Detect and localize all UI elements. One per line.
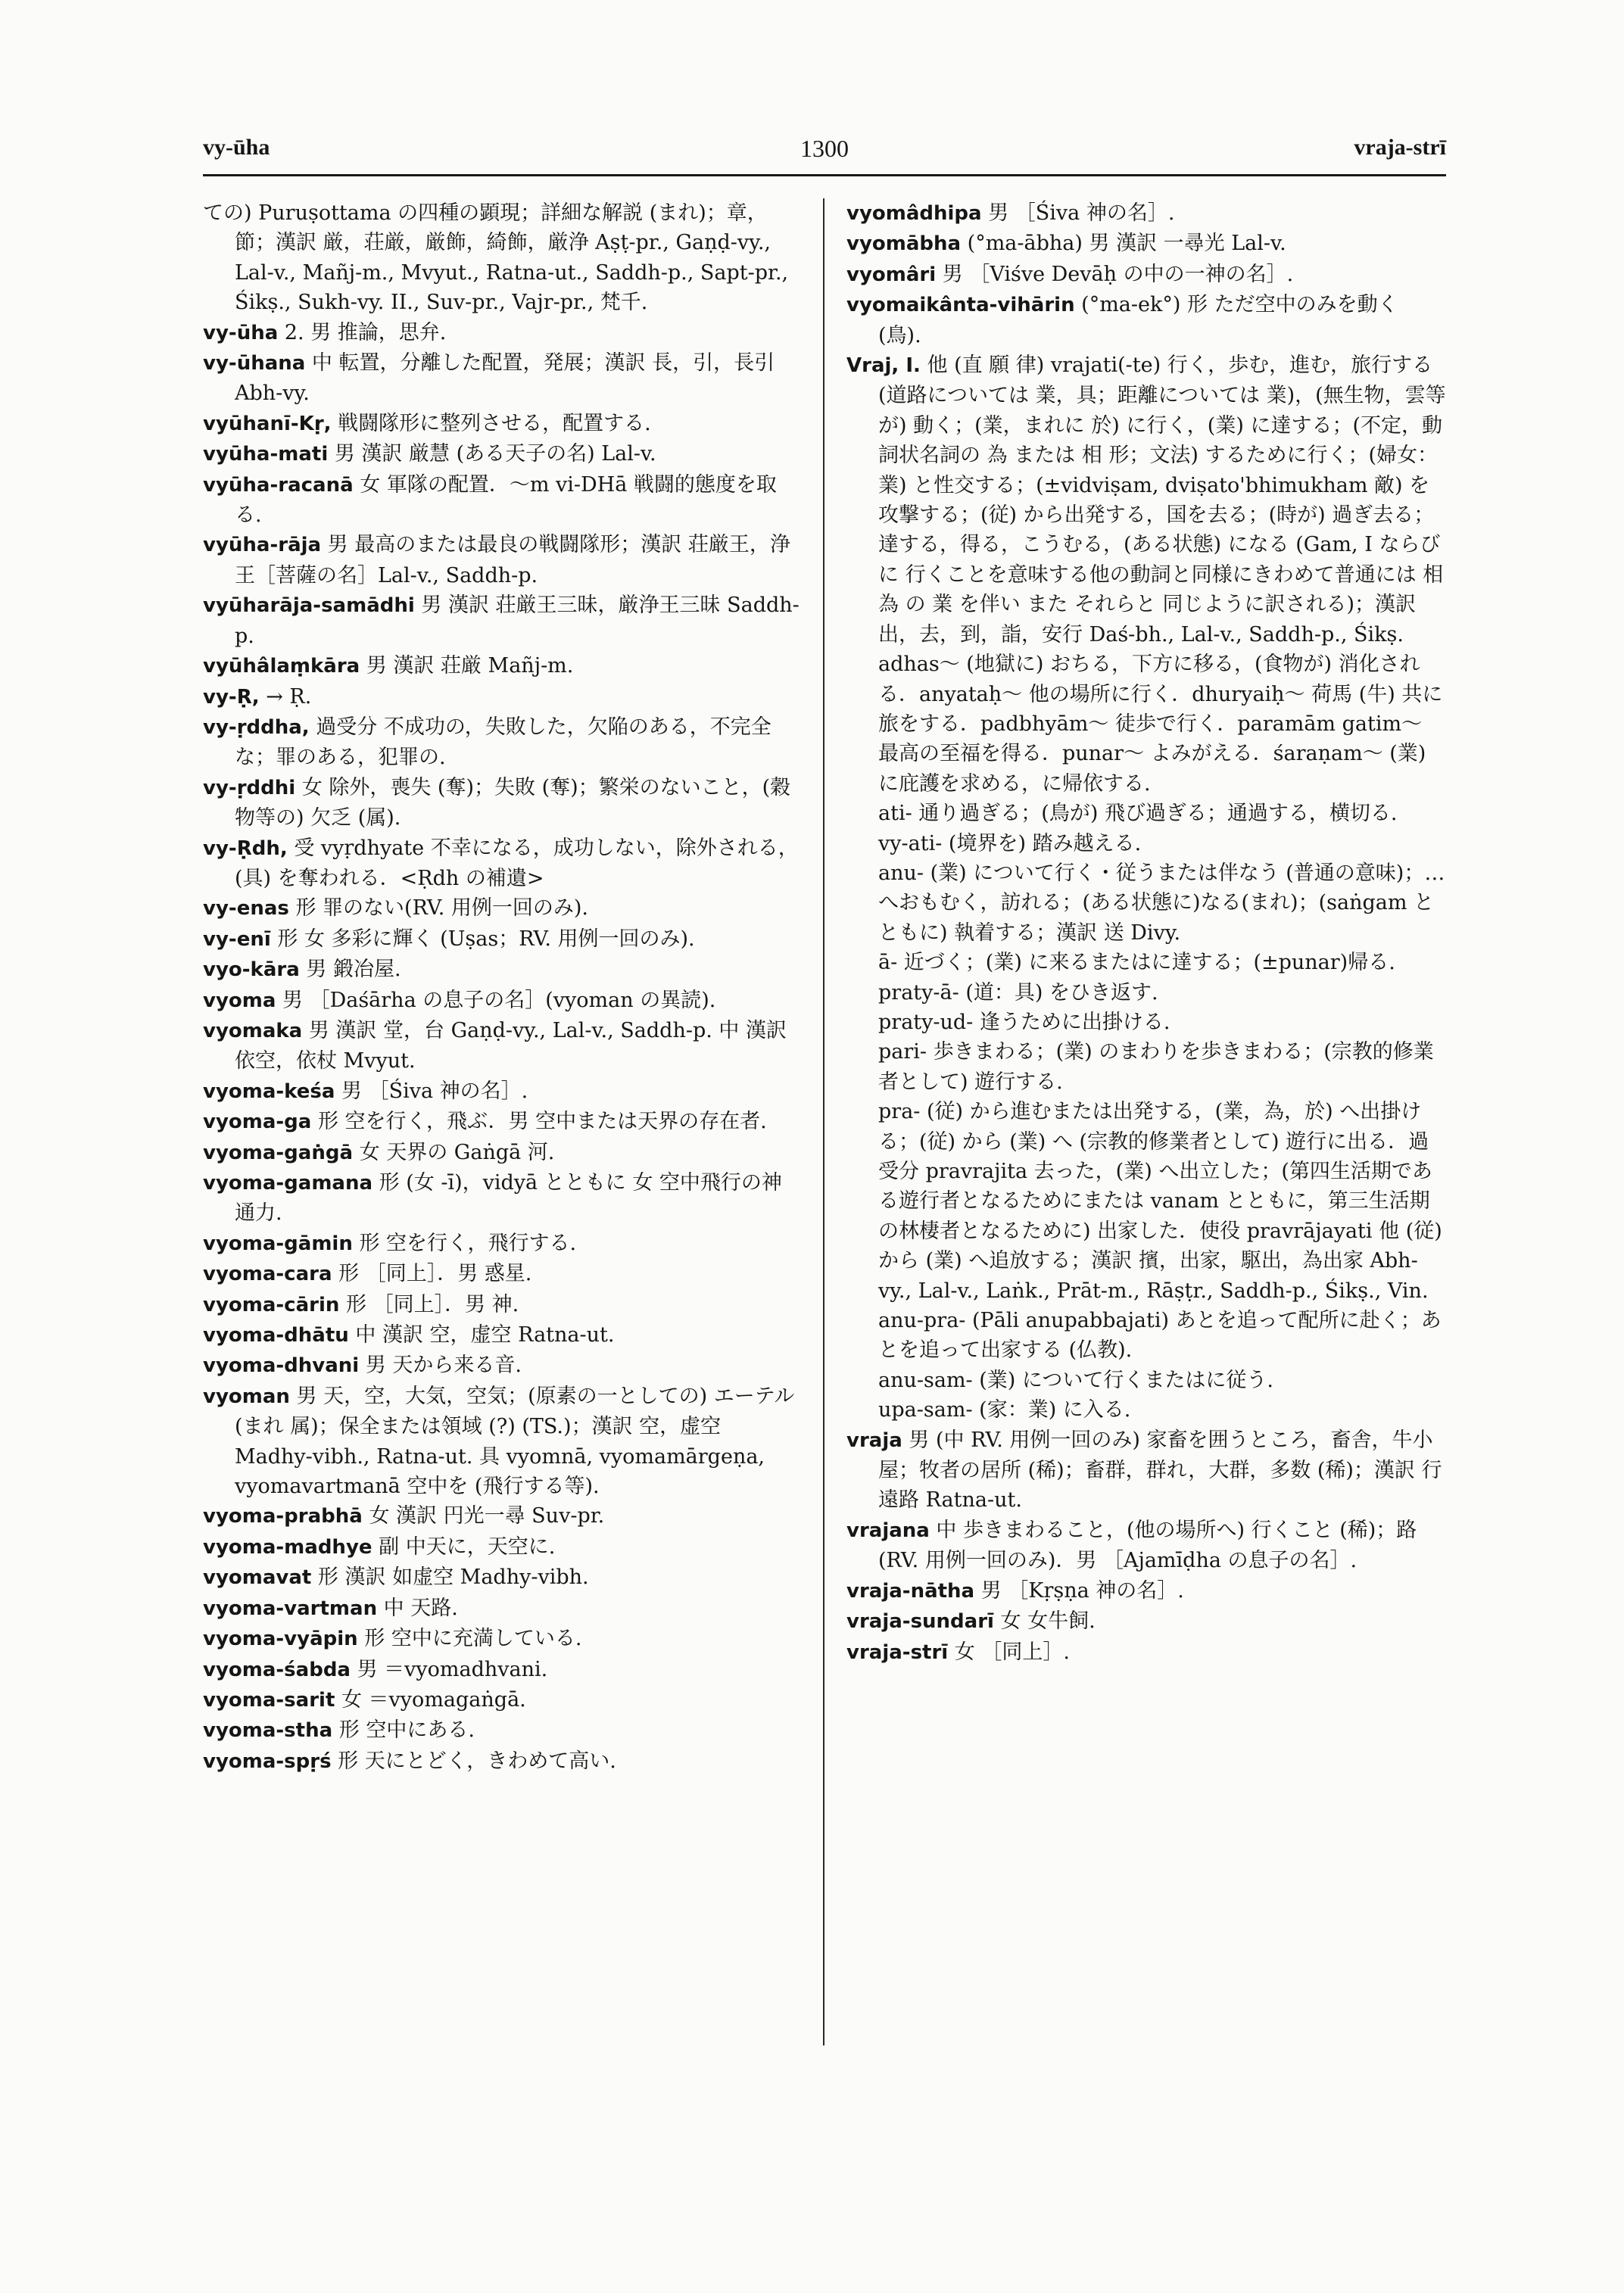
sub-entry: [846, 1097, 1446, 1306]
definition: 女 ＝vyomagaṅgā.: [341, 1687, 526, 1712]
definition: 男 漢訳 堂，台 Gaṇḍ-vy., Lal-v., Saddh-p. 中 漢訳 依空，依杖 Mvyut.: [235, 1018, 787, 1073]
dictionary-entry: [203, 986, 801, 1016]
definition: 中 転置，分離した配置，発展；漢訳 長，引，長引 Abh-vy.: [235, 351, 775, 406]
running-head: [203, 135, 1446, 177]
headword: vy-ūha: [203, 321, 279, 344]
definition: anu-sam- (業) について行くまたはに従う.: [878, 1368, 1273, 1392]
definition: 女 漢訳 円光一尋 Suv-pr.: [369, 1504, 605, 1528]
dictionary-entry: [203, 1168, 801, 1229]
sub-entry: [846, 799, 1446, 828]
headword: vyūhanī-Kṛ,: [203, 412, 332, 435]
sub-entry: [846, 858, 1446, 948]
dictionary-entry: [203, 409, 801, 439]
dictionary-entry: [203, 1259, 801, 1289]
definition: 女 天界の Gaṅgā 河.: [359, 1140, 555, 1164]
definition: 男 天，空，大気，空気；(原素の一としての) エーテル (まれ 属)；保全または領域 (?) (TS.)；漢訳 空，虚空 Madhy-vibh., Ratna-ut. 具 vyomnā, vyomamārgeṇa, vyomavartmanā 空中を (飛行する等).: [235, 1384, 795, 1499]
definition: 形 天にとどく，きわめて高い.: [338, 1749, 616, 1773]
headword: vyoma-cārin: [203, 1293, 340, 1316]
headword: vyomābha: [846, 232, 962, 256]
dictionary-entry: [846, 1606, 1446, 1637]
dictionary-entry: [203, 1746, 801, 1777]
headword: vyoma-śabda: [203, 1658, 351, 1681]
definition: 他 (直 願 律) vrajati(-te) 行く，歩む，進む，旅行する(道路については 業，具；距離については 業)，(無生物，雲等が) 動く；(業，まれに 於) に行く，(業) に達する；(不定，動詞状名詞の 為 または 相 形；文法) するために行く；(婦女：業) と性交する；(±vidviṣam, dviṣato'bhimukham 敵) を攻撃する；(従) から出発する，国を去る；(時が) 過ぎ去る；達する，得る，こうむる，(ある状態) になる (Gam, I ならびに 行くことを意味する他の動詞と同様にきわめて普通には 相 為 の 業 を伴い また それらと 同じように訳される)；漢訳 出，去，到，詣，安行 Daś-bh., Lal-v., Saddh-p., Śikṣ. adhas～ (地獄に) おちる，下方に移る，(食物が) 消化される．anyataḥ～ 他の場所に行く．dhuryaiḥ～ 荷馬 (牛) 共に旅をする．padbhyām～ 徒歩で行く．paramām gatim～ 最高の至福を得る．punar～ よみがえる．śaraṇam～ (業) に庇護を求める，に帰依する.: [878, 354, 1446, 796]
definition: pra- (従) から進むまたは出発する，(業，為，於) へ出掛ける；(従) から (業) へ (宗教的修業者として) 遊行に出る．過受分 pravrajita 去った，(業) へ出立した；(第四生活期である遊行者となるためにまたは vanam とともに，第三生活期の林棲者となるために) 出家した．使役 pravrājayati 他 (従) から (業) へ追放する；漢訳 擯，出家，駆出，為出家 Abh-vy., Lal-v., Laṅk., Prāt-m., Rāṣṭr., Saddh-p., Śikṣ., Vin.: [878, 1100, 1442, 1303]
headword: vyoma-keśa: [203, 1080, 335, 1103]
dictionary-entry: [203, 1624, 801, 1654]
definition: 形 空中に充満している.: [364, 1627, 582, 1651]
dictionary-entry: [203, 1382, 801, 1502]
dictionary-entry: [203, 924, 801, 955]
definition: anu- (業) について行く・従うまたは伴なう (普通の意味)；…へおもむく，訪れる；(ある状態に)なる(まれ)；(saṅgam とともに) 執着する；漢訳 送 Divy.: [878, 861, 1445, 945]
definition: anu-pra- (Pāli anupabbajati) あとを追って配所に赴く；あとを追って出家する (仏教).: [878, 1309, 1442, 1363]
dictionary-entry: [846, 350, 1446, 799]
definition: 男 鍛冶屋.: [306, 958, 401, 982]
definition: 男 漢訳 荘厳 Mañj-m.: [366, 654, 574, 678]
dictionary-entry: [203, 651, 801, 681]
definition: 形 (女 -ī)，vidyā とともに 女 空中飛行の神通力.: [235, 1171, 782, 1226]
definition: 男 ＝vyomadhvani.: [357, 1657, 548, 1681]
dictionary-entry: [846, 229, 1446, 259]
page-number: 1300: [800, 135, 849, 162]
definition: pari- 歩きまわる；(業) のまわりを歩きまわる；(宗教的修業者として) 遊行する.: [878, 1040, 1434, 1094]
headword: vyoma-gaṅgā: [203, 1141, 354, 1164]
sub-entry: [846, 1008, 1446, 1037]
dictionary-entry: [203, 833, 801, 894]
dictionary-entry: [203, 773, 801, 833]
definition: 中 天路.: [383, 1596, 458, 1620]
dictionary-entry: [203, 893, 801, 924]
dictionary-entry: [203, 1685, 801, 1715]
headword: vyoma-gāmin: [203, 1232, 353, 1255]
headword: vyomâri: [846, 263, 937, 286]
definition: praty-ud- 逢うために出掛ける.: [878, 1010, 1170, 1034]
dictionary-entry: [203, 1290, 801, 1320]
definition: 形 罪のない(RV. 用例一回のみ).: [295, 896, 588, 921]
headword: vyūha-rāja: [203, 534, 322, 557]
definition: 男 天から来る音.: [365, 1354, 522, 1378]
definition: 中 歩きまわること，(他の場所へ) 行くこと (稀)；路 (RV. 用例一回のみ)．男 ［Ajamīḍha の息子の名］.: [878, 1518, 1417, 1573]
definition: vy-ati- (境界を) 踏み越える.: [878, 831, 1142, 855]
definition: ā- 近づく；(業) に来るまたはに達する；(±punar)帰る.: [878, 951, 1395, 975]
headword: vy-enas: [203, 897, 289, 921]
dictionary-entry: [203, 470, 801, 531]
dictionary-entry: [203, 348, 801, 409]
headword: vraja-sundarī: [846, 1610, 994, 1634]
headword: vyoma-sarit: [203, 1688, 335, 1712]
headword: vy-ṛddhi: [203, 776, 296, 799]
definition: 男 最高のまたは最良の戦闘隊形；漢訳 荘厳王，浄王［菩薩の名］Lal-v., Saddh-p.: [235, 533, 790, 587]
headword: vy-ūhana: [203, 352, 306, 375]
sub-entry: [846, 978, 1446, 1008]
definition: 過受分 不成功の，失敗した，欠陥のある，不完全な；罪のある，犯罪の.: [235, 715, 771, 770]
headword: vyoma-madhye: [203, 1535, 372, 1559]
definition: 男 ［Daśārha の息子の名］(vyoman の異読).: [282, 988, 716, 1012]
headword: vyoma-gamana: [203, 1172, 373, 1195]
dictionary-entry: [203, 590, 801, 651]
definition: 戦闘隊形に整列させる，配置する.: [338, 411, 651, 435]
headword: vraja: [846, 1428, 902, 1452]
dictionary-entry: [203, 682, 801, 712]
sub-entry: [846, 1366, 1446, 1395]
definition: ati- 通り過ぎる；(鳥が) 飛び過ぎる；通過する，横切る.: [878, 802, 1398, 826]
dictionary-entry: [203, 1076, 801, 1107]
dictionary-entry: [846, 1576, 1446, 1606]
definition: 男 漢訳 厳慧 (ある天子の名) Lal-v.: [334, 442, 656, 466]
left-column: [203, 198, 801, 1777]
headword: vyoma-vartman: [203, 1597, 378, 1620]
definition: 男 ［Śiva 神の名］.: [341, 1079, 528, 1103]
dictionary-entry: [846, 260, 1446, 290]
definition: 男 ［Kṛṣṇa 神の名］.: [980, 1578, 1184, 1603]
sub-entry: [846, 1037, 1446, 1097]
sub-entry: [846, 1395, 1446, 1425]
definition: 男 ［Viśve Devāḥ の中の一神の名］.: [942, 262, 1294, 286]
definition: 形 空中にある.: [338, 1718, 475, 1743]
dictionary-entry: [846, 1516, 1446, 1576]
headword: vrajana: [846, 1519, 930, 1542]
headword: vyūha-mati: [203, 443, 329, 466]
definition: 形 空を行く，飛ぶ．男 空中または天界の存在者.: [317, 1110, 767, 1134]
dictionary-entry: [203, 1715, 801, 1746]
dictionary-entry: [203, 1501, 801, 1531]
definition: 男 (中 RV. 用例一回のみ) 家畜を囲うところ，畜舎，牛小屋；牧者の居所 (稀)；畜群，群れ，大群，多数 (稀)；漢訳 行遠路 Ratna-ut.: [878, 1428, 1442, 1513]
column-divider: [823, 198, 824, 2045]
dictionary-entry: [203, 712, 801, 773]
definition: praty-ā- (道：具) をひき返す.: [878, 980, 1158, 1005]
dictionary-entry: [846, 198, 1446, 229]
dictionary-entry: [203, 955, 801, 985]
headword: vraja-strī: [846, 1640, 949, 1664]
headword: vy-Ṛdh,: [203, 837, 288, 860]
headword: vyomaka: [203, 1019, 303, 1042]
definition: 中 漢訳 空，虚空 Ratna-ut.: [355, 1323, 615, 1347]
headword: vyomaikânta-vihārin: [846, 294, 1075, 317]
dictionary-entry: [203, 198, 801, 318]
dictionary-entry: [846, 290, 1446, 350]
headword: vyoma: [203, 989, 276, 1012]
headword: vyūharāja-samādhi: [203, 594, 415, 618]
definition: 形 漢訳 如虚空 Madhy-vibh.: [317, 1566, 589, 1590]
dictionary-entry: [846, 1425, 1446, 1516]
dictionary-entry: [203, 1594, 801, 1624]
definition: 女 軍隊の配置．～m vi-DHā 戦闘的態度を取る.: [235, 472, 777, 528]
definition: 女 女牛飼.: [1000, 1609, 1096, 1634]
headword: vyūhâlaṃkāra: [203, 655, 360, 678]
definition: 受 vyṛdhyate 不幸になる，成功しない，除外される，(具) を奪われる．<Ṛdh の補遺>: [235, 836, 799, 890]
headword: vyoma-spṛś: [203, 1749, 332, 1773]
dictionary-entry: [203, 318, 801, 348]
dictionary-entry: [203, 1351, 801, 1381]
dictionary-entry: [203, 1655, 801, 1685]
dictionary-entry: [203, 1320, 801, 1351]
right-guide-word: vraja-strī: [1354, 135, 1446, 160]
sub-entry: [846, 948, 1446, 977]
header-rule: [203, 174, 1446, 176]
definition: 形 空を行く，飛行する.: [359, 1231, 577, 1255]
definition: 女 ［同上］.: [954, 1640, 1070, 1664]
definition: 男 漢訳 荘厳王三昧，厳浄王三昧 Saddh-p.: [235, 594, 800, 648]
sub-entry: [846, 829, 1446, 858]
definition: ての) Puruṣottama の四種の顕現；詳細な解説 (まれ)；章，節；漢訳 厳，荘厳，厳飾，綺飾，厳浄 Aṣṭ-pr., Gaṇḍ-vy., Lal-v., Mañj-m., Mvyut., Ratna-ut., Saddh-p., Sapt-pr., Śikṣ., Sukh-vy. II., Suv-pr., Vajr-pr., 梵千.: [203, 201, 789, 315]
headword: vraja-nātha: [846, 1579, 975, 1603]
definition: → Ṛ.: [266, 684, 312, 709]
headword: vyo-kāra: [203, 958, 300, 982]
headword: vy-ṛddha,: [203, 715, 310, 739]
definition: 形 ［同上］．男 神.: [345, 1292, 519, 1316]
headword: vyoma-cara: [203, 1263, 332, 1286]
definition: 形 女 多彩に輝く (Uṣas；RV. 用例一回のみ).: [277, 927, 695, 951]
left-guide-word: vy-ūha: [203, 135, 270, 160]
definition: (°ma-ābha) 男 漢訳 一尋光 Lal-v.: [967, 232, 1286, 256]
headword: vyoma-ga: [203, 1111, 312, 1134]
definition: 女 除外，喪失 (奪)；失敗 (奪)；繁栄のないこと，(穀物等の) 欠乏 (属).: [235, 775, 791, 830]
dictionary-entry: [846, 1637, 1446, 1668]
sub-entry: [846, 1306, 1446, 1366]
definition: 副 中天に，天空に.: [379, 1534, 556, 1559]
dictionary-entry: [203, 439, 801, 469]
headword: vyoma-vyāpin: [203, 1628, 358, 1651]
dictionary-entry: [203, 1229, 801, 1259]
headword: vyūha-racanā: [203, 473, 354, 497]
dictionary-entry: [203, 530, 801, 590]
dictionary-entry: [203, 1532, 801, 1562]
headword: vy-enī: [203, 927, 271, 951]
headword: vy-Ṛ,: [203, 685, 260, 709]
headword: vyoma-prabhā: [203, 1505, 363, 1528]
definition: 形 ［同上］．男 惑星.: [338, 1262, 532, 1286]
definition: (°ma-ek°) 形 ただ空中のみを動く (鳥).: [878, 293, 1398, 347]
headword: vyomavat: [203, 1566, 312, 1590]
headword: vyoma-dhvani: [203, 1354, 360, 1378]
definition: upa-sam- (家：業) に入る.: [878, 1398, 1131, 1422]
definition: 2. 男 推論，思弁.: [284, 320, 447, 344]
right-column: [846, 198, 1446, 1668]
dictionary-entry: [203, 1562, 801, 1593]
headword: vyomâdhipa: [846, 202, 982, 225]
dictionary-entry: [203, 1107, 801, 1137]
headword: vyoma-stha: [203, 1719, 333, 1743]
dictionary-entry: [203, 1016, 801, 1076]
headword: vyoman: [203, 1385, 290, 1408]
headword: vyoma-dhātu: [203, 1324, 349, 1347]
definition: 男 ［Śiva 神の名］.: [988, 201, 1175, 225]
dictionary-entry: [203, 1138, 801, 1168]
headword: Vraj, I.: [846, 354, 921, 378]
